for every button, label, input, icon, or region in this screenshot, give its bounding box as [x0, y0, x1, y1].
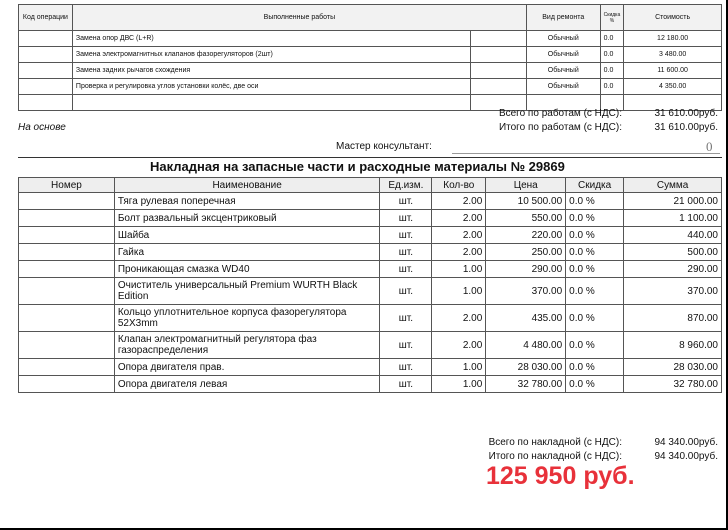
parts-qty-cell: 2.00	[432, 227, 486, 244]
parts-num-cell	[19, 227, 115, 244]
works-table	[18, 4, 722, 111]
works-extra-cell	[471, 79, 527, 95]
basis-label: На основе	[18, 122, 66, 133]
parts-name-cell: Болт развальный эксцентриковый	[114, 210, 380, 227]
invoice-grand-label: Итого по накладной (с НДС):	[488, 451, 622, 462]
parts-unit-cell: шт.	[380, 227, 432, 244]
works-row	[19, 79, 722, 95]
parts-sum-cell: 500.00	[624, 244, 722, 261]
parts-sum-cell: 370.00	[624, 278, 722, 305]
works-discount-cell: 0.0	[600, 79, 624, 95]
parts-name-cell: Шайба	[114, 227, 380, 244]
parts-row	[19, 210, 722, 227]
section-divider	[18, 157, 722, 158]
parts-header-unit: Ед.изм.	[380, 178, 432, 193]
parts-unit-cell: шт.	[380, 376, 432, 393]
parts-unit-cell: шт.	[380, 278, 432, 305]
works-header-cost: Стоимость	[624, 5, 722, 31]
parts-name-cell: Клапан электромагнитный регулятора фаз газораспределения	[114, 332, 380, 359]
parts-sum-cell: 290.00	[624, 261, 722, 278]
works-cost-cell: 12 180.00	[624, 31, 722, 47]
works-empty-cell	[19, 95, 73, 111]
big-total: 125 950 руб.	[486, 462, 635, 490]
works-header-code: Код операции	[19, 5, 73, 31]
works-code-cell	[19, 47, 73, 63]
parts-unit-cell: шт.	[380, 193, 432, 210]
parts-num-cell	[19, 376, 115, 393]
parts-row	[19, 227, 722, 244]
parts-sum-cell: 32 780.00	[624, 376, 722, 393]
parts-unit-cell: шт.	[380, 210, 432, 227]
parts-row	[19, 244, 722, 261]
parts-num-cell	[19, 261, 115, 278]
works-name-cell: Замена электромагнитных клапанов фазорегуляторов (2шт)	[72, 47, 470, 63]
parts-price-cell: 250.00	[486, 244, 566, 261]
works-grand-value: 31 610.00руб.	[654, 122, 718, 133]
invoice-total-label: Всего по накладной (с НДС):	[488, 437, 622, 448]
parts-name-cell: Гайка	[114, 244, 380, 261]
parts-discount-cell: 0.0 %	[566, 244, 624, 261]
parts-price-cell: 10 500.00	[486, 193, 566, 210]
works-header-repair-type: Вид ремонта	[526, 5, 600, 31]
parts-row	[19, 359, 722, 376]
parts-price-cell: 32 780.00	[486, 376, 566, 393]
works-discount-cell: 0.0	[600, 47, 624, 63]
parts-row	[19, 332, 722, 359]
works-code-cell	[19, 79, 73, 95]
works-discount-cell: 0.0	[600, 31, 624, 47]
works-empty-cell	[72, 95, 470, 111]
works-extra-cell	[471, 47, 527, 63]
parts-name-cell: Очиститель универсальный Premium WURTH Black Edition	[114, 278, 380, 305]
works-total-label: Всего по работам (с НДС):	[498, 108, 622, 119]
parts-sum-cell: 8 960.00	[624, 332, 722, 359]
parts-sum-cell: 870.00	[624, 305, 722, 332]
works-row	[19, 63, 722, 79]
works-type-cell: Обычный	[526, 79, 600, 95]
works-row	[19, 47, 722, 63]
works-header-name: Выполненные работы	[72, 5, 526, 31]
parts-qty-cell: 2.00	[432, 210, 486, 227]
parts-name-cell: Тяга рулевая поперечная	[114, 193, 380, 210]
invoice-title: Накладная на запасные части и расходные материалы № 29869	[150, 159, 565, 174]
parts-price-cell: 290.00	[486, 261, 566, 278]
parts-qty-cell: 1.00	[432, 359, 486, 376]
parts-row	[19, 261, 722, 278]
parts-header-sum: Сумма	[624, 178, 722, 193]
works-name-cell: Замена задних рычагов схождения	[72, 63, 470, 79]
parts-num-cell	[19, 210, 115, 227]
parts-discount-cell: 0.0 %	[566, 376, 624, 393]
parts-name-cell: Опора двигателя прав.	[114, 359, 380, 376]
master-signature-line	[452, 153, 720, 154]
master-signature: 0	[706, 139, 713, 154]
parts-header-discount: Скидка	[566, 178, 624, 193]
parts-qty-cell: 1.00	[432, 261, 486, 278]
parts-unit-cell: шт.	[380, 244, 432, 261]
parts-num-cell	[19, 278, 115, 305]
parts-unit-cell: шт.	[380, 359, 432, 376]
invoice-total-value: 94 340.00руб.	[654, 437, 718, 448]
works-type-cell: Обычный	[526, 63, 600, 79]
parts-qty-cell: 2.00	[432, 332, 486, 359]
parts-qty-cell: 2.00	[432, 244, 486, 261]
parts-price-cell: 4 480.00	[486, 332, 566, 359]
works-code-cell	[19, 63, 73, 79]
works-cost-cell: 3 480.00	[624, 47, 722, 63]
master-consultant-label: Мастер консультант:	[336, 141, 432, 152]
parts-num-cell	[19, 244, 115, 261]
works-type-cell: Обычный	[526, 31, 600, 47]
works-cost-cell: 4 350.00	[624, 79, 722, 95]
parts-name-cell: Кольцо уплотнительное корпуса фазорегулятора 52X3mm	[114, 305, 380, 332]
works-cost-cell: 11 600.00	[624, 63, 722, 79]
works-extra-cell	[471, 63, 527, 79]
parts-name-cell: Проникающая смазка WD40	[114, 261, 380, 278]
parts-qty-cell: 2.00	[432, 193, 486, 210]
works-name-cell: Замена опор ДВС (L+R)	[72, 31, 470, 47]
parts-discount-cell: 0.0 %	[566, 227, 624, 244]
parts-discount-cell: 0.0 %	[566, 359, 624, 376]
parts-discount-cell: 0.0 %	[566, 278, 624, 305]
parts-qty-cell: 1.00	[432, 376, 486, 393]
parts-qty-cell: 2.00	[432, 305, 486, 332]
works-row	[19, 31, 722, 47]
works-discount-cell: 0.0	[600, 63, 624, 79]
parts-unit-cell: шт.	[380, 261, 432, 278]
parts-sum-cell: 28 030.00	[624, 359, 722, 376]
parts-header-num: Номер	[19, 178, 115, 193]
works-type-cell: Обычный	[526, 47, 600, 63]
parts-unit-cell: шт.	[380, 332, 432, 359]
parts-sum-cell: 440.00	[624, 227, 722, 244]
parts-sum-cell: 1 100.00	[624, 210, 722, 227]
parts-discount-cell: 0.0 %	[566, 193, 624, 210]
parts-header-name: Наименование	[114, 178, 380, 193]
works-name-cell: Проверка и регулировка углов установки колёс, две оси	[72, 79, 470, 95]
parts-price-cell: 28 030.00	[486, 359, 566, 376]
parts-discount-cell: 0.0 %	[566, 305, 624, 332]
parts-qty-cell: 1.00	[432, 278, 486, 305]
parts-row	[19, 278, 722, 305]
works-total-value: 31 610.00руб.	[654, 108, 718, 119]
works-code-cell	[19, 31, 73, 47]
parts-num-cell	[19, 332, 115, 359]
parts-header-qty: Кол-во	[432, 178, 486, 193]
parts-price-cell: 370.00	[486, 278, 566, 305]
parts-discount-cell: 0.0 %	[566, 332, 624, 359]
works-header-discount: Скидка %	[600, 5, 624, 31]
parts-row	[19, 305, 722, 332]
works-extra-cell	[471, 31, 527, 47]
parts-table	[18, 177, 722, 393]
parts-price-cell: 435.00	[486, 305, 566, 332]
works-grand-label: Итого по работам (с НДС):	[498, 122, 622, 133]
parts-row	[19, 193, 722, 210]
parts-unit-cell: шт.	[380, 305, 432, 332]
parts-row	[19, 376, 722, 393]
parts-header-price: Цена	[486, 178, 566, 193]
parts-discount-cell: 0.0 %	[566, 210, 624, 227]
parts-price-cell: 550.00	[486, 210, 566, 227]
parts-num-cell	[19, 359, 115, 376]
invoice-grand-value: 94 340.00руб.	[654, 451, 718, 462]
parts-discount-cell: 0.0 %	[566, 261, 624, 278]
parts-num-cell	[19, 193, 115, 210]
parts-num-cell	[19, 305, 115, 332]
parts-name-cell: Опора двигателя левая	[114, 376, 380, 393]
parts-sum-cell: 21 000.00	[624, 193, 722, 210]
parts-price-cell: 220.00	[486, 227, 566, 244]
